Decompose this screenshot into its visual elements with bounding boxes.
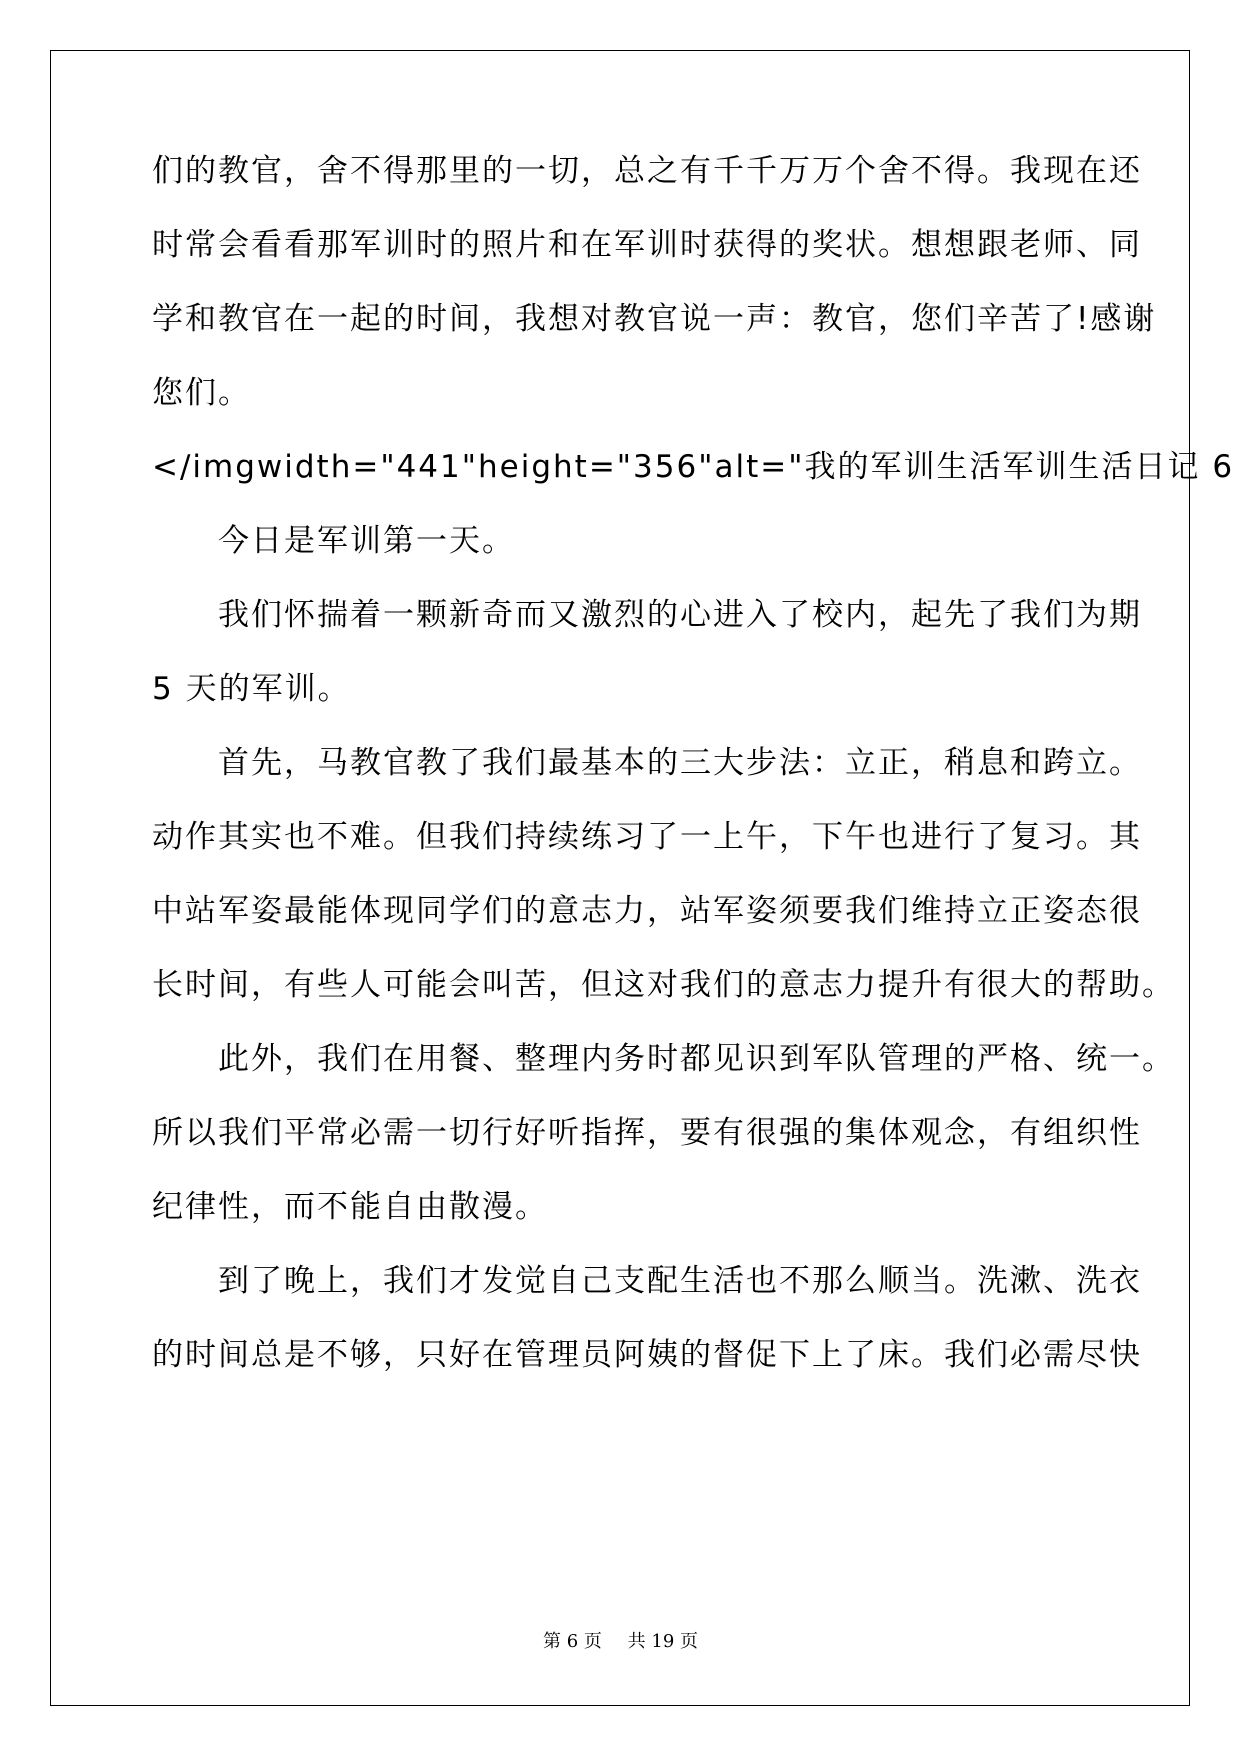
text-line: 时常会看看那军训时的照片和在军训时获得的奖状。想想跟老师、同 (152, 227, 1142, 263)
text-line: 到了晚上，我们才发觉自己支配生活也不那么顺当。洗漱、洗衣 (152, 1263, 1142, 1299)
text-line: 我们怀揣着一颗新奇而又激烈的心进入了校内，起先了我们为期 (152, 597, 1142, 633)
text-line: 所以我们平常必需一切行好听指挥，要有很强的集体观念，有组织性 (152, 1115, 1142, 1151)
text-line: 5 天的军训。 (152, 671, 351, 707)
page-number: 第 6 页 (543, 1631, 602, 1652)
text-line: 动作其实也不难。但我们持续练习了一上午，下午也进行了复习。其 (152, 819, 1142, 855)
text-line: 的时间总是不够，只好在管理员阿姨的督促下上了床。我们必需尽快 (152, 1337, 1142, 1373)
text-line: 今日是军训第一天。 (152, 523, 515, 559)
text-line: 纪律性，而不能自由散漫。 (152, 1189, 548, 1225)
text-line: 们的教官，舍不得那里的一切，总之有千千万万个舍不得。我现在还 (152, 153, 1142, 189)
text-line: 此外，我们在用餐、整理内务时都见识到军队管理的严格、统一。 (152, 1041, 1175, 1077)
text-line: 学和教官在一起的时间，我想对教官说一声：教官，您们辛苦了!感谢 (152, 301, 1157, 337)
text-line: 长时间，有些人可能会叫苦，但这对我们的意志力提升有很大的帮助。 (152, 967, 1175, 1003)
text-line: 首先，马教官教了我们最基本的三大步法：立正，稍息和跨立。 (152, 745, 1142, 781)
text-line: 中站军姿最能体现同学们的意志力，站军姿须要我们维持立正姿态很 (152, 893, 1142, 929)
page-total: 共 19 页 (627, 1631, 698, 1652)
text-line: 您们。 (152, 375, 251, 411)
text-line: </imgwidth="441"height="356"alt="我的军训生活军训生活日记 6 (152, 449, 1235, 485)
page-footer (0, 1627, 1241, 1653)
